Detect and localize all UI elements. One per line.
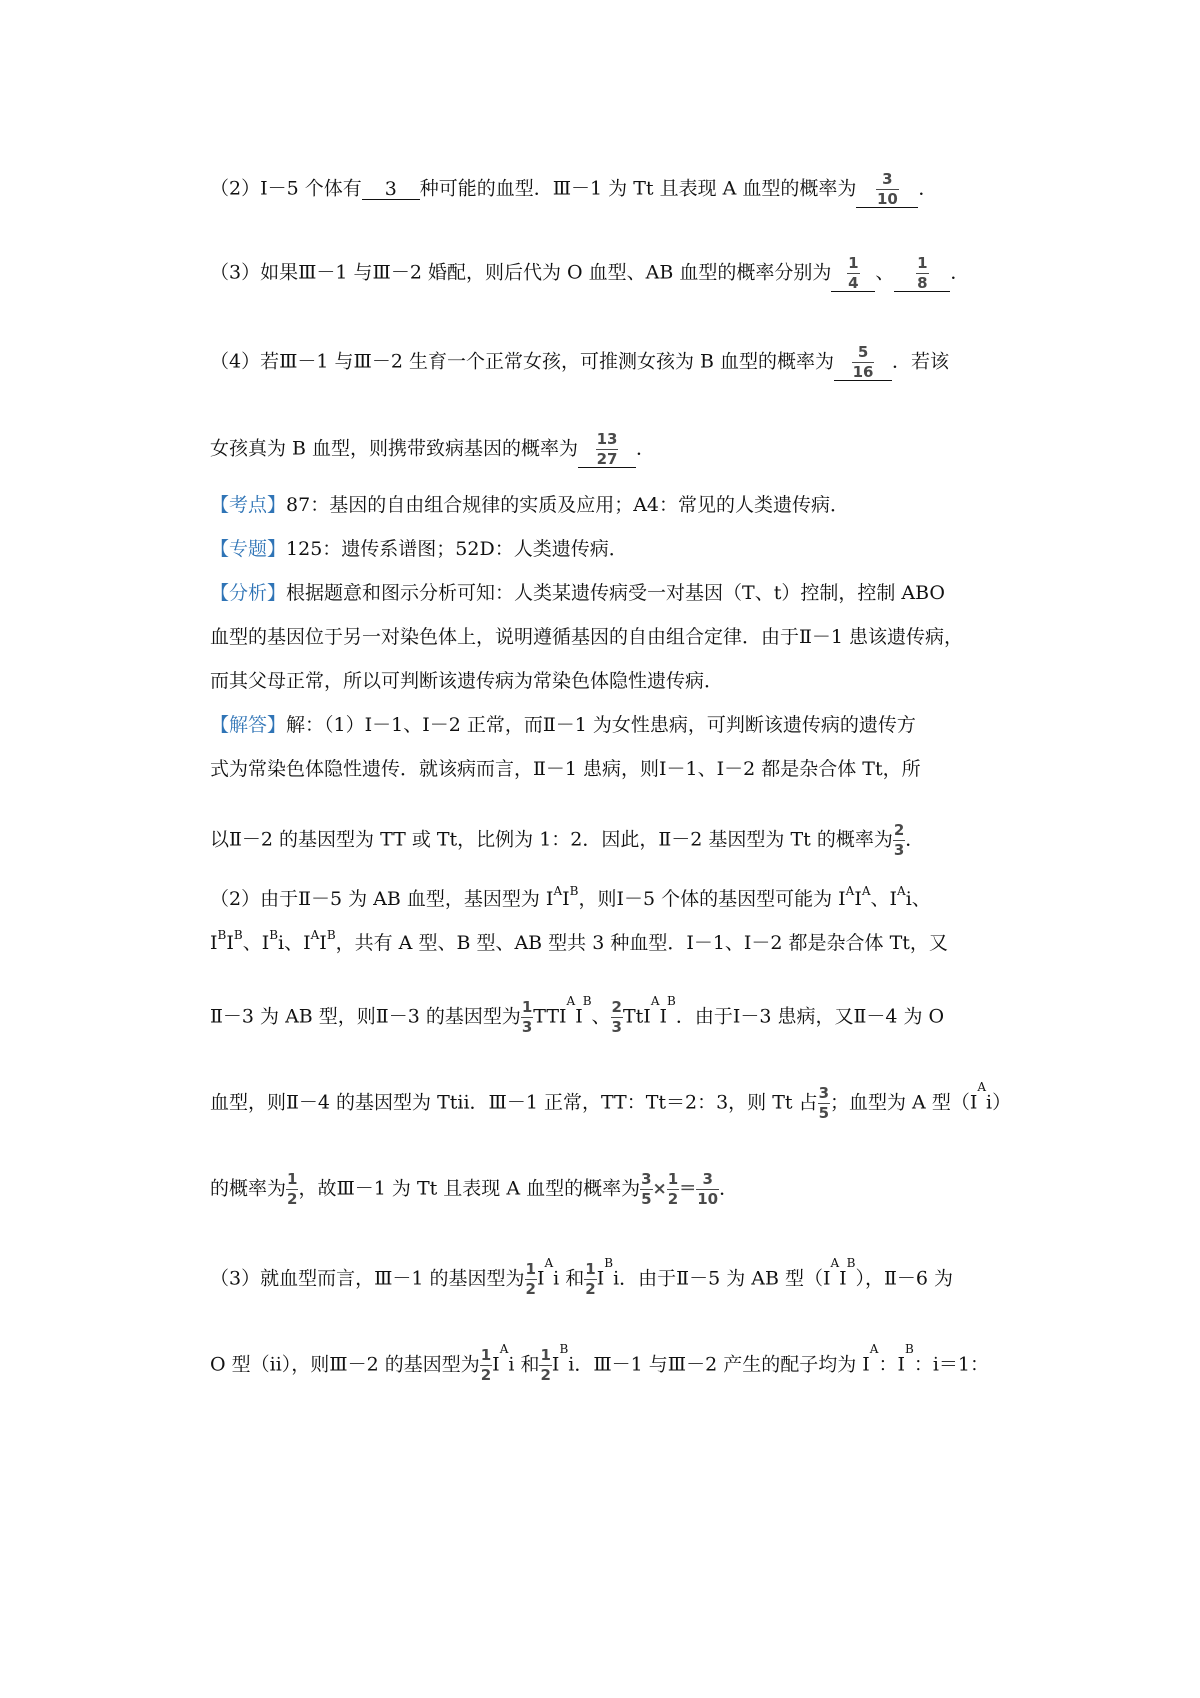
p2-l3-fraction-1: $\frac{1}{3}$ xyxy=(521,998,533,1036)
sup-b: B xyxy=(667,994,676,1008)
jieda-line-3 xyxy=(210,823,924,858)
sup-a: A xyxy=(650,994,660,1008)
p2-l5-text-b: ，故Ⅲ－1 为 Tt 且表现 A 血型的概率为 xyxy=(298,1177,641,1200)
fenxi-line-1 xyxy=(210,584,945,603)
sup-b: B xyxy=(904,1342,914,1356)
zhuanti-text: 125：遗传系谱图；52D：人类遗传病． xyxy=(286,538,628,560)
q2-text-1: （2）Ⅰ－5 个体有 xyxy=(210,177,362,200)
sup-b: B xyxy=(559,1342,569,1356)
q3-line xyxy=(210,256,969,292)
p2-l1-text-b: ，则Ⅰ－5 个体的基因型可能为 I xyxy=(578,888,846,910)
p2-l5-fraction-1: $\frac{1}{2}$ xyxy=(287,1170,298,1208)
jieda-p3-line-2 xyxy=(210,1342,989,1384)
kaodian-text: 87：基因的自由组合规律的实质及应用；A4：常见的人类遗传病． xyxy=(286,494,850,516)
jieda-p1-text-2: 式为常染色体隐性遗传．就该病而言，Ⅱ－1 患病，则Ⅰ－1、Ⅰ－2 都是杂合体 Tt，所 xyxy=(210,758,921,780)
sup-b: B xyxy=(569,884,579,898)
q2-blank-1 xyxy=(362,177,420,200)
sup-b: B xyxy=(846,1256,856,1270)
sup-a: A xyxy=(499,1342,509,1356)
jieda-p1-end: ． xyxy=(905,828,925,851)
p3-l1-fraction-2: $\frac{1}{2}$ xyxy=(585,1260,596,1298)
q3-blank-2 xyxy=(894,256,950,292)
q4-end: ． xyxy=(636,437,656,460)
q3-sep: 、 xyxy=(875,261,895,284)
p3-l1-text-c: i 和 xyxy=(553,1267,585,1290)
sup-a: A xyxy=(830,1256,840,1270)
p3-l1-fraction-1: $\frac{1}{2}$ xyxy=(525,1260,536,1298)
p3-l2-text-a: O 型（ii），则Ⅲ－2 的基因型为 xyxy=(210,1353,480,1376)
sup-a: A xyxy=(566,994,576,1008)
q2-answer-2-fraction: $\frac{3}{10}$ xyxy=(876,170,898,208)
p3-l2-text-f: ：I xyxy=(878,1353,905,1376)
p2-l4-text-c: i） xyxy=(986,1091,1012,1114)
q2-line xyxy=(210,172,937,208)
q4-answer-2-fraction: $\frac{13}{27}$ xyxy=(596,430,618,468)
fenxi-text-1: 根据题意和图示分析可知：人类某遗传病受一对基因（T、t）控制，控制 ABO xyxy=(286,582,945,604)
p2-l1-text-d: i、 xyxy=(905,888,931,910)
jieda-p2-line-2: $I^BI^B$、$I^Bi$、$I^AI^B$，共有 A 型、B 型、AB 型共 3 种血型．Ⅰ－1、Ⅰ－2 都是杂合体 Tt，又 xyxy=(210,928,948,954)
jieda-p1-text-1: 解：（1）Ⅰ－1、Ⅰ－2 正常，而Ⅱ－1 为女性患病，可判断该遗传病的遗传方 xyxy=(286,714,916,736)
p3-l1-text-e: i．由于Ⅱ－5 为 AB 型（I xyxy=(613,1267,831,1290)
p3-l1-text-g: ），Ⅱ－6 为 xyxy=(855,1267,954,1290)
q4-blank-2 xyxy=(578,432,636,468)
sup-a: A xyxy=(977,1080,986,1094)
fenxi-text-3: 而其父母正常，所以可判断该遗传病为常染色体隐性遗传病． xyxy=(210,670,724,692)
fenxi-text-2: 血型的基因位于另一对染色体上，说明遵循基因的自由组合定律．由于Ⅱ－1 患该遗传病， xyxy=(210,626,964,648)
sup-a: A xyxy=(861,884,871,898)
jieda-p1-text-3: 以Ⅱ－2 的基因型为 TT 或 Tt，比例为 1：2．因此，Ⅱ－2 基因型为 Tt 的概率为 xyxy=(210,828,893,851)
sup-b: B xyxy=(233,928,243,942)
p3-l2-text-g: ：i＝1： xyxy=(913,1353,989,1376)
q3-answer-1-fraction: $\frac{1}{4}$ xyxy=(848,254,859,292)
q3-text-1: （3）如果Ⅲ－1 与Ⅲ－2 婚配，则后代为 O 血型、AB 血型的概率分别为 xyxy=(210,261,832,284)
sup-a: A xyxy=(869,1342,879,1356)
q4-line-2 xyxy=(210,432,655,468)
q3-blank-1 xyxy=(831,256,875,292)
p3-l2-text-c: i 和 xyxy=(508,1353,540,1376)
equals-sign: ＝ xyxy=(679,1179,697,1199)
zhuanti-tag: 【专题】 xyxy=(210,538,287,560)
p3-l1-text-d: I xyxy=(596,1267,605,1290)
q4-blank-1 xyxy=(834,345,892,381)
times-sign: × xyxy=(652,1179,667,1199)
p2-l4-text-a: 血型，则Ⅱ－4 的基因型为 Ttii．Ⅲ－1 正常，TT：Tt＝2：3，则 Tt 占 xyxy=(210,1091,818,1114)
p3-l2-fraction-1: $\frac{1}{2}$ xyxy=(480,1346,492,1384)
jieda-p1-fraction: $\frac{2}{3}$ xyxy=(893,821,905,859)
p2-l4-fraction: $\frac{3}{5}$ xyxy=(818,1084,830,1122)
p3-l1-text-b: I xyxy=(536,1267,545,1290)
p3-l1-text-f: I xyxy=(839,1267,847,1290)
jieda-p2-line-5 xyxy=(210,1172,738,1207)
sup-b: B xyxy=(582,994,592,1008)
fenxi-line-3 xyxy=(210,672,723,691)
p3-l2-text-d: I xyxy=(551,1353,560,1376)
sup-a: A xyxy=(310,928,320,942)
kaodian-line xyxy=(210,496,849,515)
p2-l3-text-a: Ⅱ－3 为 AB 型，则Ⅱ－3 的基因型为 xyxy=(210,1005,521,1028)
p3-l2-fraction-2: $\frac{1}{2}$ xyxy=(540,1346,551,1384)
jieda-tag: 【解答】 xyxy=(210,714,287,736)
p2-l3-text-b: TTI xyxy=(533,1005,567,1028)
q2-blank-2 xyxy=(856,172,918,208)
p2-l5-fraction-3: $\frac{1}{2}$ xyxy=(667,1170,679,1208)
p2-l2-text-c: i、I xyxy=(278,932,311,954)
p2-l2-text-d: ，共有 A 型、B 型、AB 型共 3 种血型．Ⅰ－1、Ⅰ－2 都是杂合体 Tt，又 xyxy=(335,932,948,954)
q4-text-1: （4）若Ⅲ－1 与Ⅲ－2 生育一个正常女孩，可推测女孩为 B 血型的概率为 xyxy=(210,350,835,373)
p2-l3-text-f: I xyxy=(659,1005,667,1028)
jieda-p2-line-4 xyxy=(210,1080,1012,1122)
sup-a: A xyxy=(845,884,855,898)
jieda-line-2 xyxy=(210,760,921,779)
p2-l4-text-b: ；血型为 A 型（I xyxy=(830,1091,978,1114)
sup-b: B xyxy=(326,928,336,942)
p2-l3-text-c: I xyxy=(575,1005,583,1028)
fenxi-line-2 xyxy=(210,628,963,647)
p2-l3-text-d: 、 xyxy=(591,1005,611,1028)
p2-l2-text-a: I xyxy=(210,932,218,954)
q2-text-2: 种可能的血型．Ⅲ－1 为 Tt 且表现 A 血型的概率为 xyxy=(419,177,857,200)
q4-answer-1-fraction: $\frac{5}{16}$ xyxy=(852,343,874,381)
q2-answer-1: 3 xyxy=(384,177,397,200)
p2-l5-fraction-4: $\frac{3}{10}$ xyxy=(697,1170,719,1208)
q4-line-1 xyxy=(210,345,949,381)
q4-text-3: 女孩真为 B 血型，则携带致病基因的概率为 xyxy=(210,437,579,460)
jieda-line-1 xyxy=(210,716,916,735)
zhuanti-line xyxy=(210,540,628,559)
q4-text-2: ．若该 xyxy=(892,350,950,373)
p3-l2-text-b: I xyxy=(492,1353,500,1376)
p2-l2-text-b: 、I xyxy=(242,932,270,954)
q3-end: ． xyxy=(950,261,970,284)
p2-l5-end: ． xyxy=(719,1177,739,1200)
jieda-p2-line-3 xyxy=(210,994,945,1036)
p3-l2-text-e: i．Ⅲ－1 与Ⅲ－2 产生的配子均为 I xyxy=(568,1353,870,1376)
p3-l1-text-a: （3）就血型而言，Ⅲ－1 的基因型为 xyxy=(210,1267,525,1290)
sup-a: A xyxy=(544,1256,554,1270)
sup-b: B xyxy=(217,928,227,942)
p2-l1-text-c: 、I xyxy=(870,888,898,910)
q2-end: ． xyxy=(918,177,938,200)
p2-l1-text-a: （2）由于Ⅱ－5 为 AB 血型，基因型为 I xyxy=(210,888,554,910)
p2-l3-text-e: TtI xyxy=(622,1005,651,1028)
kaodian-tag: 【考点】 xyxy=(210,494,287,516)
p2-l5-text-a: 的概率为 xyxy=(210,1177,287,1200)
fenxi-tag: 【分析】 xyxy=(210,582,287,604)
p2-l3-text-g: ．由于Ⅰ－3 患病，又Ⅱ－4 为 O xyxy=(675,1005,945,1028)
p2-l3-fraction-2: $\frac{2}{3}$ xyxy=(611,998,622,1036)
sup-a: A xyxy=(897,884,906,898)
sup-a: A xyxy=(553,884,563,898)
p2-l5-fraction-2: $\frac{3}{5}$ xyxy=(641,1170,652,1208)
sup-b: B xyxy=(604,1256,614,1270)
q3-answer-2-fraction: $\frac{1}{8}$ xyxy=(917,254,928,292)
jieda-p2-line-1: （2）由于Ⅱ－5 为 AB 血型，基因型为 $I^AI^B$，则Ⅰ－5 个体的基因型可能为 $I^AI^A$、$I^Ai$、 xyxy=(210,884,931,910)
sup-b: B xyxy=(269,928,279,942)
jieda-p3-line-1 xyxy=(210,1256,954,1298)
